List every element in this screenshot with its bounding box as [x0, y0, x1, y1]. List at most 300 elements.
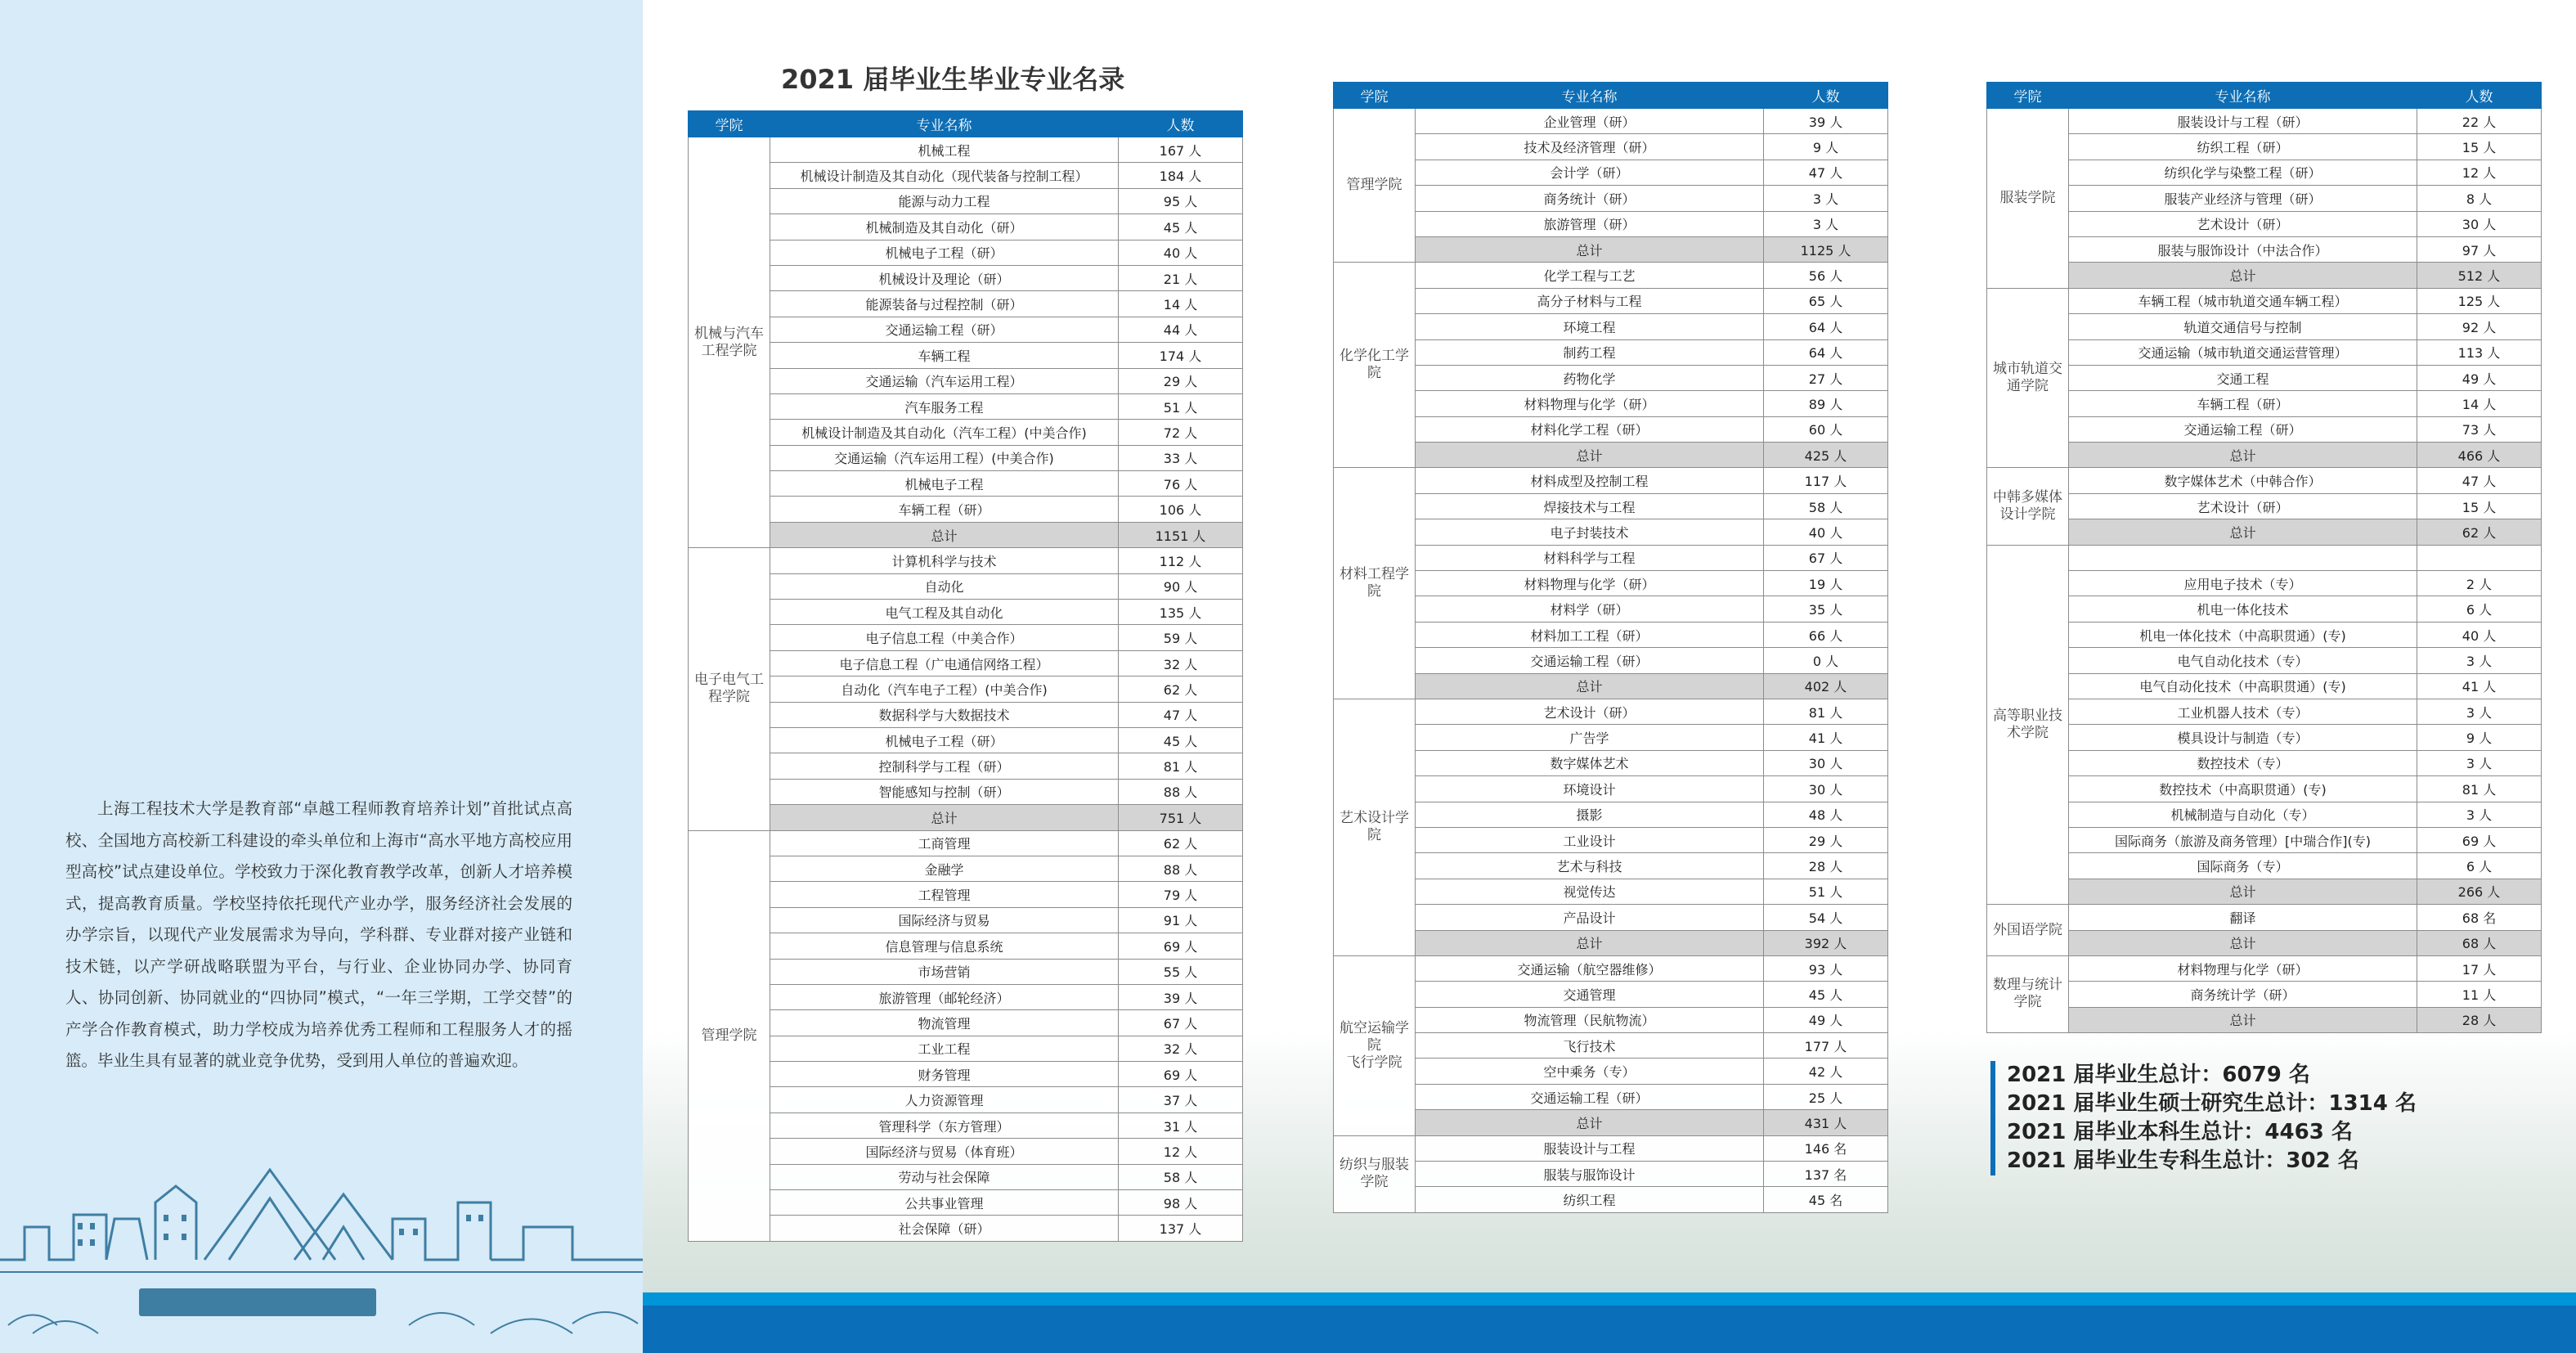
graduate-count: 81 人	[2417, 776, 2542, 802]
majors-table-3	[1986, 82, 2542, 1033]
graduate-count: 72 人	[1119, 420, 1243, 445]
table-row	[1334, 853, 1888, 879]
header-college: 学院	[689, 111, 770, 137]
table-row	[689, 600, 1243, 625]
major-name: 交通运输（汽车运用工程）(中美合作)	[770, 445, 1119, 470]
graduate-count: 73 人	[2417, 416, 2542, 442]
major-name: 服装设计与工程（研）	[2069, 109, 2417, 134]
total-count: 1151 人	[1119, 522, 1243, 547]
graduate-count: 68 名	[2417, 905, 2542, 930]
graduate-count: 29 人	[1764, 827, 1888, 852]
graduate-count: 9 人	[1764, 134, 1888, 160]
major-name: 环境工程	[1416, 314, 1764, 339]
major-name: 纺织工程（研）	[2069, 134, 2417, 160]
major-name: 艺术与科技	[1416, 853, 1764, 879]
table-row	[689, 882, 1243, 907]
table-row	[1987, 725, 2542, 750]
graduate-count: 42 人	[1764, 1059, 1888, 1084]
graduate-count: 51 人	[1764, 879, 1888, 904]
table-row	[1987, 160, 2542, 185]
graduate-count: 90 人	[1119, 573, 1243, 599]
table-row	[1987, 186, 2542, 211]
major-name: 艺术设计（研）	[2069, 493, 2417, 519]
major-name: 数字媒体艺术	[1416, 750, 1764, 775]
major-name: 商务统计学（研）	[2069, 982, 2417, 1007]
table-row	[1334, 314, 1888, 339]
major-name: 自动化（汽车电子工程）(中美合作)	[770, 676, 1119, 702]
table-row	[689, 1164, 1243, 1189]
graduate-count: 6 人	[2417, 596, 2542, 622]
table-row	[1987, 673, 2542, 699]
total-row	[1334, 1110, 1888, 1135]
major-name: 交通工程	[2069, 365, 2417, 390]
table-row	[1334, 493, 1888, 519]
graduate-count: 32 人	[1119, 650, 1243, 676]
major-name: 机械电子工程	[770, 471, 1119, 497]
major-name: 服装与服饰设计（中法合作）	[2069, 236, 2417, 262]
major-name: 交通运输工程（研）	[1416, 648, 1764, 673]
major-name: 管理科学（东方管理）	[770, 1113, 1119, 1138]
table-row	[1987, 699, 2542, 724]
graduate-count: 17 人	[2417, 955, 2542, 981]
college-name: 数理与统计学院	[1987, 955, 2069, 1032]
graduate-count: 51 人	[1119, 393, 1243, 419]
total-label: 总计	[2069, 1007, 2417, 1032]
graduate-count: 28 人	[1764, 853, 1888, 879]
graduate-count: 65 人	[1764, 288, 1888, 313]
graduate-count: 14 人	[1119, 291, 1243, 317]
total-count: 62 人	[2417, 519, 2542, 545]
table-row	[1987, 416, 2542, 442]
major-name: 材料学（研）	[1416, 596, 1764, 622]
table-row	[1987, 982, 2542, 1007]
total-row	[1987, 930, 2542, 955]
graduate-count: 39 人	[1119, 984, 1243, 1009]
major-name: 商务统计（研）	[1416, 186, 1764, 211]
table-row	[689, 959, 1243, 984]
graduate-count: 31 人	[1119, 1113, 1243, 1138]
total-label: 总计	[1416, 443, 1764, 468]
graduate-count: 64 人	[1764, 314, 1888, 339]
total-count: 28 人	[2417, 1007, 2542, 1032]
major-name: 数字媒体艺术（中韩合作）	[2069, 468, 2417, 493]
major-name: 能源装备与过程控制（研）	[770, 291, 1119, 317]
total-count: 425 人	[1764, 443, 1888, 468]
total-row	[1987, 519, 2542, 545]
major-name: 社会保障（研）	[770, 1216, 1119, 1241]
major-name: 工商管理	[770, 830, 1119, 856]
table-row	[1334, 134, 1888, 160]
major-name: 产品设计	[1416, 905, 1764, 930]
table-row	[1334, 1033, 1888, 1059]
table-row	[1987, 827, 2542, 852]
table-row	[689, 137, 1243, 163]
graduate-count: 48 人	[1764, 802, 1888, 827]
table-row	[1334, 571, 1888, 596]
total-row	[1987, 263, 2542, 288]
campus-skyline-illustration	[0, 1137, 643, 1353]
table-row	[1334, 1135, 1888, 1161]
major-name: 计算机科学与技术	[770, 548, 1119, 573]
major-name: 材料科学与工程	[1416, 545, 1764, 570]
total-count: 392 人	[1764, 930, 1888, 955]
major-name: 空中乘务（专）	[1416, 1059, 1764, 1084]
table-row	[689, 471, 1243, 497]
college-name: 机械与汽车工程学院	[689, 137, 770, 548]
graduate-count: 49 人	[1764, 1007, 1888, 1032]
graduate-count: 12 人	[2417, 160, 2542, 185]
graduate-count: 69 人	[1119, 1062, 1243, 1087]
major-name: 轨道交通信号与控制	[2069, 314, 2417, 339]
table-row	[689, 445, 1243, 470]
college-name: 高等职业技术学院	[1987, 545, 2069, 904]
graduate-count: 64 人	[1764, 339, 1888, 365]
table-row	[689, 317, 1243, 342]
table-row	[1334, 339, 1888, 365]
total-label: 总计	[2069, 443, 2417, 468]
graduate-count: 81 人	[1764, 699, 1888, 724]
table-row	[1334, 596, 1888, 622]
major-name: 车辆工程	[770, 343, 1119, 368]
college-name: 中韩多媒体设计学院	[1987, 468, 2069, 545]
college-name: 管理学院	[1334, 109, 1416, 263]
graduate-count: 137 人	[1119, 1216, 1243, 1241]
graduate-count: 12 人	[1119, 1139, 1243, 1164]
major-name: 机械工程	[770, 137, 1119, 163]
graduate-count: 45 人	[1119, 727, 1243, 753]
summary-bachelor: 2021 届毕业本科生总计：4463 名	[2007, 1120, 2353, 1144]
major-name: 机械电子工程（研）	[770, 727, 1119, 753]
major-name: 机电一体化技术（中高职贯通）(专)	[2069, 622, 2417, 647]
graduate-count: 2 人	[2417, 571, 2542, 596]
major-name	[2069, 545, 2417, 570]
graduate-count: 33 人	[1119, 445, 1243, 470]
header-college: 学院	[1987, 83, 2069, 109]
graduate-count: 45 人	[1119, 214, 1243, 240]
major-name: 环境设计	[1416, 776, 1764, 802]
major-name: 制药工程	[1416, 339, 1764, 365]
total-count: 751 人	[1119, 805, 1243, 830]
college-name: 航空运输学院 飞行学院	[1334, 955, 1416, 1135]
table-row	[1334, 391, 1888, 416]
major-name: 电气工程及其自动化	[770, 600, 1119, 625]
major-name: 物流管理	[770, 1010, 1119, 1036]
table-row	[1334, 982, 1888, 1007]
table-row	[1334, 1187, 1888, 1212]
total-label: 总计	[1416, 236, 1764, 262]
graduate-count: 15 人	[2417, 134, 2542, 160]
major-name: 飞行技术	[1416, 1033, 1764, 1059]
graduate-count: 79 人	[1119, 882, 1243, 907]
major-name: 数据科学与大数据技术	[770, 702, 1119, 727]
table-row	[1334, 416, 1888, 442]
major-name: 国际经济与贸易（体育班）	[770, 1139, 1119, 1164]
graduate-count: 40 人	[1764, 519, 1888, 545]
graduate-count: 106 人	[1119, 497, 1243, 522]
major-name: 机械制造与自动化（专）	[2069, 802, 2417, 827]
major-name: 电子信息工程（广电通信网络工程）	[770, 650, 1119, 676]
graduate-count: 89 人	[1764, 391, 1888, 416]
graduate-count: 30 人	[1764, 750, 1888, 775]
header-major: 专业名称	[2069, 83, 2417, 109]
total-label: 总计	[2069, 930, 2417, 955]
table-row	[1334, 211, 1888, 236]
table-row	[1334, 160, 1888, 185]
table-row	[689, 702, 1243, 727]
total-count: 266 人	[2417, 879, 2542, 904]
summary-total: 2021 届毕业生总计：6079 名	[2007, 1063, 2310, 1087]
graduate-count: 47 人	[1764, 160, 1888, 185]
graduate-count: 9 人	[2417, 725, 2542, 750]
major-name: 汽车服务工程	[770, 393, 1119, 419]
major-name: 国际商务（旅游及商务管理）[中瑞合作](专)	[2069, 827, 2417, 852]
total-row	[1334, 930, 1888, 955]
table-row	[1987, 109, 2542, 134]
table-row	[1987, 545, 2542, 570]
graduate-count: 44 人	[1119, 317, 1243, 342]
major-name: 自动化	[770, 573, 1119, 599]
graduate-count: 19 人	[1764, 571, 1888, 596]
major-name: 数控技术（中高职贯通）(专)	[2069, 776, 2417, 802]
table-row	[689, 830, 1243, 856]
table-row	[1987, 802, 2542, 827]
major-name: 交通运输（汽车运用工程）	[770, 368, 1119, 393]
table-row	[689, 1139, 1243, 1164]
graduate-count: 3 人	[2417, 648, 2542, 673]
graduate-count: 88 人	[1119, 856, 1243, 881]
table-row	[1334, 648, 1888, 673]
major-name: 交通运输工程（研）	[2069, 416, 2417, 442]
table-row	[1334, 519, 1888, 545]
graduate-count: 3 人	[1764, 211, 1888, 236]
graduate-count: 76 人	[1119, 471, 1243, 497]
table-row	[689, 240, 1243, 265]
table-row	[1334, 827, 1888, 852]
table-row	[1987, 596, 2542, 622]
table-row	[689, 188, 1243, 214]
major-name: 服装产业经济与管理（研）	[2069, 186, 2417, 211]
major-name: 交通运输（航空器维修）	[1416, 955, 1764, 981]
table-row	[1334, 955, 1888, 981]
major-name: 化学工程与工艺	[1416, 263, 1764, 288]
table-row	[689, 1216, 1243, 1241]
table-row	[689, 420, 1243, 445]
graduate-count: 117 人	[1764, 468, 1888, 493]
graduate-count: 47 人	[1119, 702, 1243, 727]
table-row	[689, 573, 1243, 599]
major-name: 焊接技术与工程	[1416, 493, 1764, 519]
table-row	[1334, 1084, 1888, 1109]
graduate-count: 60 人	[1764, 416, 1888, 442]
major-name: 交通运输工程（研）	[770, 317, 1119, 342]
table-row	[1987, 134, 2542, 160]
major-name: 机械设计及理论（研）	[770, 265, 1119, 290]
graduate-count: 135 人	[1119, 600, 1243, 625]
table-row	[1334, 365, 1888, 390]
graduate-count: 29 人	[1119, 368, 1243, 393]
graduate-count: 37 人	[1119, 1087, 1243, 1113]
table-row	[1334, 699, 1888, 724]
college-name: 电子电气工程学院	[689, 548, 770, 830]
table-row	[1987, 211, 2542, 236]
table-row	[1987, 468, 2542, 493]
table-row	[1334, 1162, 1888, 1187]
graduate-count: 49 人	[2417, 365, 2542, 390]
graduate-count: 39 人	[1764, 109, 1888, 134]
major-name: 材料加工工程（研）	[1416, 622, 1764, 647]
table-row	[1334, 186, 1888, 211]
graduate-count: 91 人	[1119, 907, 1243, 933]
table-row	[689, 1087, 1243, 1113]
table-row	[1334, 1059, 1888, 1084]
table-row	[1987, 493, 2542, 519]
table-row	[1987, 314, 2542, 339]
college-name: 材料工程学院	[1334, 468, 1416, 699]
major-name: 艺术设计（研）	[2069, 211, 2417, 236]
total-row	[689, 522, 1243, 547]
header-count: 人数	[1764, 83, 1888, 109]
table-row	[1334, 750, 1888, 775]
table-row	[689, 265, 1243, 290]
total-count: 68 人	[2417, 930, 2542, 955]
table-row	[689, 1190, 1243, 1216]
major-name: 交通运输（城市轨道交通运营管理）	[2069, 339, 2417, 365]
table-row	[689, 984, 1243, 1009]
major-name: 药物化学	[1416, 365, 1764, 390]
table-row	[689, 650, 1243, 676]
table-row	[1987, 391, 2542, 416]
major-name: 交通运输工程（研）	[1416, 1084, 1764, 1109]
total-row	[1334, 673, 1888, 699]
total-row	[1987, 1007, 2542, 1032]
graduate-count: 113 人	[2417, 339, 2542, 365]
graduate-count: 30 人	[1764, 776, 1888, 802]
college-name: 城市轨道交通学院	[1987, 288, 2069, 468]
graduate-count: 3 人	[1764, 186, 1888, 211]
graduate-count	[2417, 545, 2542, 570]
major-name: 工业设计	[1416, 827, 1764, 852]
graduate-count: 67 人	[1119, 1010, 1243, 1036]
major-name: 会计学（研）	[1416, 160, 1764, 185]
total-count: 1125 人	[1764, 236, 1888, 262]
left-panel	[0, 0, 643, 1353]
graduate-count: 30 人	[2417, 211, 2542, 236]
graduate-count: 11 人	[2417, 982, 2542, 1007]
major-name: 服装与服饰设计	[1416, 1162, 1764, 1187]
table-row	[1334, 905, 1888, 930]
graduate-count: 3 人	[2417, 699, 2542, 724]
major-name: 机械设计制造及其自动化（汽车工程）(中美合作)	[770, 420, 1119, 445]
total-label: 总计	[770, 522, 1119, 547]
table-row	[689, 548, 1243, 573]
footer-band-dark	[643, 1306, 2576, 1353]
major-name: 人力资源管理	[770, 1087, 1119, 1113]
graduate-count: 95 人	[1119, 188, 1243, 214]
table-row	[1334, 109, 1888, 134]
total-label: 总计	[2069, 263, 2417, 288]
table-row	[689, 1010, 1243, 1036]
total-label: 总计	[1416, 930, 1764, 955]
graduate-count: 0 人	[1764, 648, 1888, 673]
table-row	[689, 1062, 1243, 1087]
total-label: 总计	[2069, 879, 2417, 904]
college-name: 艺术设计学院	[1334, 699, 1416, 955]
table-row	[689, 214, 1243, 240]
major-name: 材料成型及控制工程	[1416, 468, 1764, 493]
graduate-count: 184 人	[1119, 163, 1243, 188]
graduate-count: 67 人	[1764, 545, 1888, 570]
major-name: 国际商务（专）	[2069, 853, 2417, 879]
table-row	[1987, 365, 2542, 390]
major-name: 广告学	[1416, 725, 1764, 750]
graduate-count: 40 人	[2417, 622, 2542, 647]
graduate-count: 25 人	[1764, 1084, 1888, 1109]
intro-paragraph: 上海工程技术大学是教育部“卓越工程师教育培养计划”首批试点高校、全国地方高校新工科建设的牵头单位和上海市“高水平地方高校应用型高校”试点建设单位。学校致力于深化教育教学改革，创新人才培养模式，提高教育质量。学校坚持依托现代产业办学，服务经济社会发展的办学宗旨，以现代产业发展需求为导向，学科群、专业群对接产业链和技术链，以产学研战略联盟为平台，与行业、企业协同办学、协同育人、协同创新、协同就业的“四协同”模式，“一年三学期，工学交替”的产学合作教育模式，助力学校成为培养优秀工程师和工程服务人才的摇篮。毕业生具有显著的就业竞争优势，受到用人单位的普遍欢迎。	[65, 799, 572, 1070]
table-row	[1334, 879, 1888, 904]
major-name: 机械设计制造及其自动化（现代装备与控制工程）	[770, 163, 1119, 188]
college-name: 服装学院	[1987, 109, 2069, 289]
total-row	[1334, 236, 1888, 262]
table-row	[1334, 622, 1888, 647]
graduate-count: 69 人	[2417, 827, 2542, 852]
major-name: 技术及经济管理（研）	[1416, 134, 1764, 160]
graduate-count: 54 人	[1764, 905, 1888, 930]
major-name: 车辆工程（城市轨道交通车辆工程）	[2069, 288, 2417, 313]
major-name: 车辆工程（研）	[770, 497, 1119, 522]
graduate-count: 32 人	[1119, 1036, 1243, 1061]
total-count: 431 人	[1764, 1110, 1888, 1135]
total-row	[1987, 443, 2542, 468]
total-label: 总计	[1416, 1110, 1764, 1135]
table-row	[1987, 236, 2542, 262]
major-name: 能源与动力工程	[770, 188, 1119, 214]
graduate-count: 45 人	[1764, 982, 1888, 1007]
major-name: 工程管理	[770, 882, 1119, 907]
summary-master: 2021 届毕业生硕士研究生总计：1314 名	[2007, 1091, 2417, 1116]
major-name: 服装设计与工程	[1416, 1135, 1764, 1161]
major-name: 应用电子技术（专）	[2069, 571, 2417, 596]
graduate-count: 92 人	[2417, 314, 2542, 339]
graduate-count: 55 人	[1119, 959, 1243, 984]
graduate-count: 21 人	[1119, 265, 1243, 290]
major-name: 电气自动化技术（中高职贯通）(专)	[2069, 673, 2417, 699]
graduate-count: 15 人	[2417, 493, 2542, 519]
footer-band-light	[643, 1292, 2576, 1306]
table-row	[1334, 776, 1888, 802]
table-row	[1334, 725, 1888, 750]
major-name: 材料物理与化学（研）	[2069, 955, 2417, 981]
major-name: 材料物理与化学（研）	[1416, 391, 1764, 416]
major-name: 公共事业管理	[770, 1190, 1119, 1216]
table-row	[1334, 802, 1888, 827]
table-row	[689, 676, 1243, 702]
total-label: 总计	[1416, 673, 1764, 699]
total-label: 总计	[770, 805, 1119, 830]
graduate-count: 112 人	[1119, 548, 1243, 573]
table-row	[1334, 288, 1888, 313]
major-name: 材料物理与化学（研）	[1416, 571, 1764, 596]
table-row	[689, 907, 1243, 933]
table-row	[1987, 955, 2542, 981]
major-name: 市场营销	[770, 959, 1119, 984]
major-name: 机械电子工程（研）	[770, 240, 1119, 265]
summary-associate: 2021 届毕业生专科生总计：302 名	[2007, 1148, 2359, 1173]
graduate-count: 93 人	[1764, 955, 1888, 981]
header-major: 专业名称	[770, 111, 1119, 137]
major-name: 翻译	[2069, 905, 2417, 930]
major-name: 工业工程	[770, 1036, 1119, 1061]
table-row	[689, 1113, 1243, 1138]
